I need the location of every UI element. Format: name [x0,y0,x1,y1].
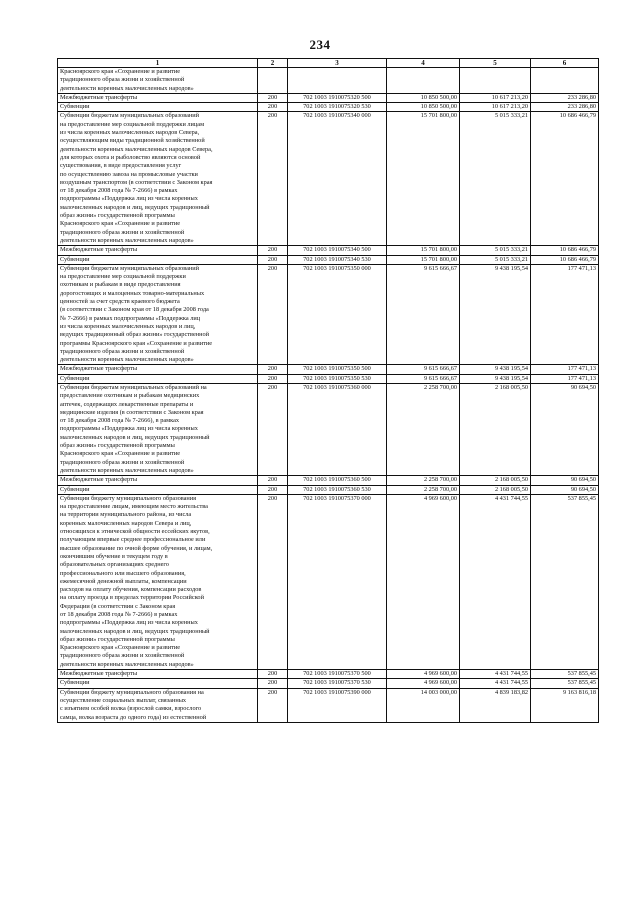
table-row [58,383,599,475]
row-value [531,68,599,94]
row-value: 200 [258,264,288,365]
row-value: 4 969 600,00 [387,494,460,669]
row-value: 200 [258,494,288,669]
row-value: 702 1003 1910075370 500 [288,670,387,679]
row-value [258,68,288,94]
row-value [387,68,460,94]
row-value: 200 [258,374,288,383]
row-description: Субвенции [58,255,258,264]
table-row [58,485,599,494]
budget-table [57,58,599,723]
row-value: 5 015 333,21 [460,246,531,255]
row-value: 702 1003 1910075340 530 [288,255,387,264]
row-value: 90 694,50 [531,476,599,485]
row-value: 200 [258,679,288,688]
row-value: 2 168 005,50 [460,485,531,494]
table-row [58,246,599,255]
row-value: 2 168 005,50 [460,383,531,475]
row-value: 200 [258,383,288,475]
row-description: Субвенции [58,374,258,383]
row-value: 10 617 213,20 [460,93,531,102]
row-value: 200 [258,112,288,246]
row-value: 5 015 333,21 [460,112,531,246]
row-value: 10 686 466,79 [531,112,599,246]
row-value: 10 850 500,00 [387,93,460,102]
row-value: 200 [258,476,288,485]
row-value: 4 431 744,55 [460,679,531,688]
row-value: 15 701 800,00 [387,246,460,255]
row-description: Субвенции [58,679,258,688]
table-row [58,93,599,102]
table-row [58,374,599,383]
row-value: 4 839 183,82 [460,688,531,722]
row-value: 702 1003 1910075390 000 [288,688,387,722]
row-value: 537 855,45 [531,670,599,679]
row-value: 537 855,45 [531,679,599,688]
table-row [58,112,599,246]
row-value: 702 1003 1910075340 500 [288,246,387,255]
row-value: 200 [258,93,288,102]
row-value: 200 [258,365,288,374]
row-value: 702 1003 1910075370 000 [288,494,387,669]
row-value: 2 258 700,00 [387,383,460,475]
row-value: 702 1003 1910075350 500 [288,365,387,374]
row-description: Красноярского края «Сохранение и развитие традиционного образа жизни и хозяйственной деятельности коренных малочисленных народов» [58,68,258,94]
table-row [58,688,599,722]
row-value: 5 015 333,21 [460,255,531,264]
row-value: 177 471,13 [531,365,599,374]
row-value: 177 471,13 [531,264,599,365]
row-value: 2 168 005,50 [460,476,531,485]
row-value: 177 471,13 [531,374,599,383]
table-row [58,255,599,264]
page-number: 234 [309,37,331,52]
row-description: Межбюджетные трансферты [58,246,258,255]
row-value: 10 686 466,79 [531,255,599,264]
table-row [58,476,599,485]
row-value: 4 969 600,00 [387,679,460,688]
table-row [58,68,599,94]
row-value: 4 431 744,55 [460,494,531,669]
row-value: 9 163 816,18 [531,688,599,722]
row-value: 200 [258,246,288,255]
row-value: 200 [258,688,288,722]
row-value: 90 694,50 [531,485,599,494]
row-value: 10 850 500,00 [387,103,460,112]
row-description: Субвенции [58,103,258,112]
header-row [58,59,599,68]
row-value: 537 855,45 [531,494,599,669]
row-value: 200 [258,485,288,494]
row-value: 200 [258,103,288,112]
row-value: 233 286,80 [531,103,599,112]
column-header: 1 [58,59,258,68]
row-value: 702 1003 1910075360 530 [288,485,387,494]
row-value: 14 003 000,00 [387,688,460,722]
row-description: Субвенции бюджетам муниципальных образований на предоставление мер социальной поддержки лицам из числа коренных малочисленных народов Севера, осуществляющим виды традиционной хозяйственной деятельности коренных малочисленных народов Севера, для которых охота и рыболовство являются основой существования, в виде предоставления услуг по осуществлению завоза на промысловые участки воздушным транспортом (в соответствии с Законом края от 18 декабря 2008 года № 7-2666) в рамках подпрограммы «Поддержка лиц из числа коренных малочисленных народов и лиц, ведущих традиционный образ жизни» государственной программы Красноярского края «Сохранение и развитие традиционного образа жизни и хозяйственной деятельности коренных малочисленных народов» [58,112,258,246]
row-value: 233 286,80 [531,93,599,102]
row-value: 9 615 666,67 [387,264,460,365]
row-value: 4 431 744,55 [460,670,531,679]
row-value: 9 438 195,54 [460,374,531,383]
row-value: 702 1003 1910075350 000 [288,264,387,365]
row-description: Субвенции бюджету муниципального образования на осуществление социальных выплат, связанных с изъятием особей волка (взрослой самки, взрослого самца, волка возраста до одного года) из естественной [58,688,258,722]
table-row [58,264,599,365]
row-description: Субвенции бюджетам муниципальных образований на предоставление охотникам и рыбакам медицинских аптечек, содержащих лекарственные препараты и медицинские изделия (в соответствии с Законом края от 18 декабря 2008 года № 7-2666), в рамках подпрограммы «Поддержка лиц из числа коренных малочисленных народов и лиц, ведущих традиционный образ жизни» государственной программы Красноярского края «Сохранение и развитие традиционного образа жизни и хозяйственной деятельности коренных малочисленных народов» [58,383,258,475]
row-value: 200 [258,255,288,264]
row-description: Субвенции [58,485,258,494]
row-value: 2 258 700,00 [387,485,460,494]
row-value: 702 1003 1910075320 530 [288,103,387,112]
row-value: 9 438 195,54 [460,264,531,365]
column-header: 6 [531,59,599,68]
row-value: 90 694,50 [531,383,599,475]
table-row [58,679,599,688]
row-description: Межбюджетные трансферты [58,670,258,679]
row-description: Межбюджетные трансферты [58,365,258,374]
row-value: 702 1003 1910075320 500 [288,93,387,102]
table-row [58,494,599,669]
row-value: 9 615 666,67 [387,365,460,374]
column-header: 3 [288,59,387,68]
row-value: 9 438 195,54 [460,365,531,374]
row-value: 200 [258,670,288,679]
row-value: 15 701 800,00 [387,255,460,264]
row-value: 9 615 666,67 [387,374,460,383]
row-description: Межбюджетные трансферты [58,476,258,485]
table-row [58,103,599,112]
table-row [58,670,599,679]
row-value: 702 1003 1910075360 000 [288,383,387,475]
column-header: 5 [460,59,531,68]
column-header: 4 [387,59,460,68]
row-value: 702 1003 1910075350 530 [288,374,387,383]
row-value: 15 701 800,00 [387,112,460,246]
table-row [58,365,599,374]
column-header: 2 [258,59,288,68]
row-value: 702 1003 1910075340 000 [288,112,387,246]
row-value: 702 1003 1910075360 500 [288,476,387,485]
row-value: 702 1003 1910075370 530 [288,679,387,688]
row-value [460,68,531,94]
row-description: Межбюджетные трансферты [58,93,258,102]
row-value: 2 258 700,00 [387,476,460,485]
row-description: Субвенции бюджету муниципального образования на предоставление лицам, имеющим место жительства на территории муниципального района, из числа коренных малочисленных народов Севера и лиц, относящихся к этнической общности ессейских якутов, получающим впервые среднее профессиональное или высшее образование по очной форме обучения, и лицам, окончившим обучение в текущем году в образовательных организациях среднего профессионального или высшего образования, ежемесячной денежной выплаты, компенсации расходов на оплату обучения, компенсации расходов на оплату проезда в пределах территории Российской Федерации (в соответствии с Законом края от 18 декабря 2008 года № 7-2666) в рамках подпрограммы «Поддержка лиц из числа коренных малочисленных народов и лиц, ведущих традиционный образ жизни» государственной программы Красноярского края «Сохранение и развитие традиционного образа жизни и хозяйственной деятельности коренных малочисленных народов» [58,494,258,669]
row-value [288,68,387,94]
row-value: 4 969 600,00 [387,670,460,679]
row-value: 10 686 466,79 [531,246,599,255]
row-description: Субвенции бюджетам муниципальных образований на предоставление мер социальной поддержки охотникам и рыбакам в виде предоставления дорогостоящих и малоценных товарно-материальных ценностей за счет средств краевого бюджета (в соответствии с Законом края от 18 декабря 2008 года № 7-2666) в рамках подпрограммы «Поддержка лиц из числа коренных малочисленных народов и лиц, ведущих традиционный образ жизни» государственной программы Красноярского края «Сохранение и развитие традиционного образа жизни и хозяйственной деятельности коренных малочисленных народов» [58,264,258,365]
row-value: 10 617 213,20 [460,103,531,112]
